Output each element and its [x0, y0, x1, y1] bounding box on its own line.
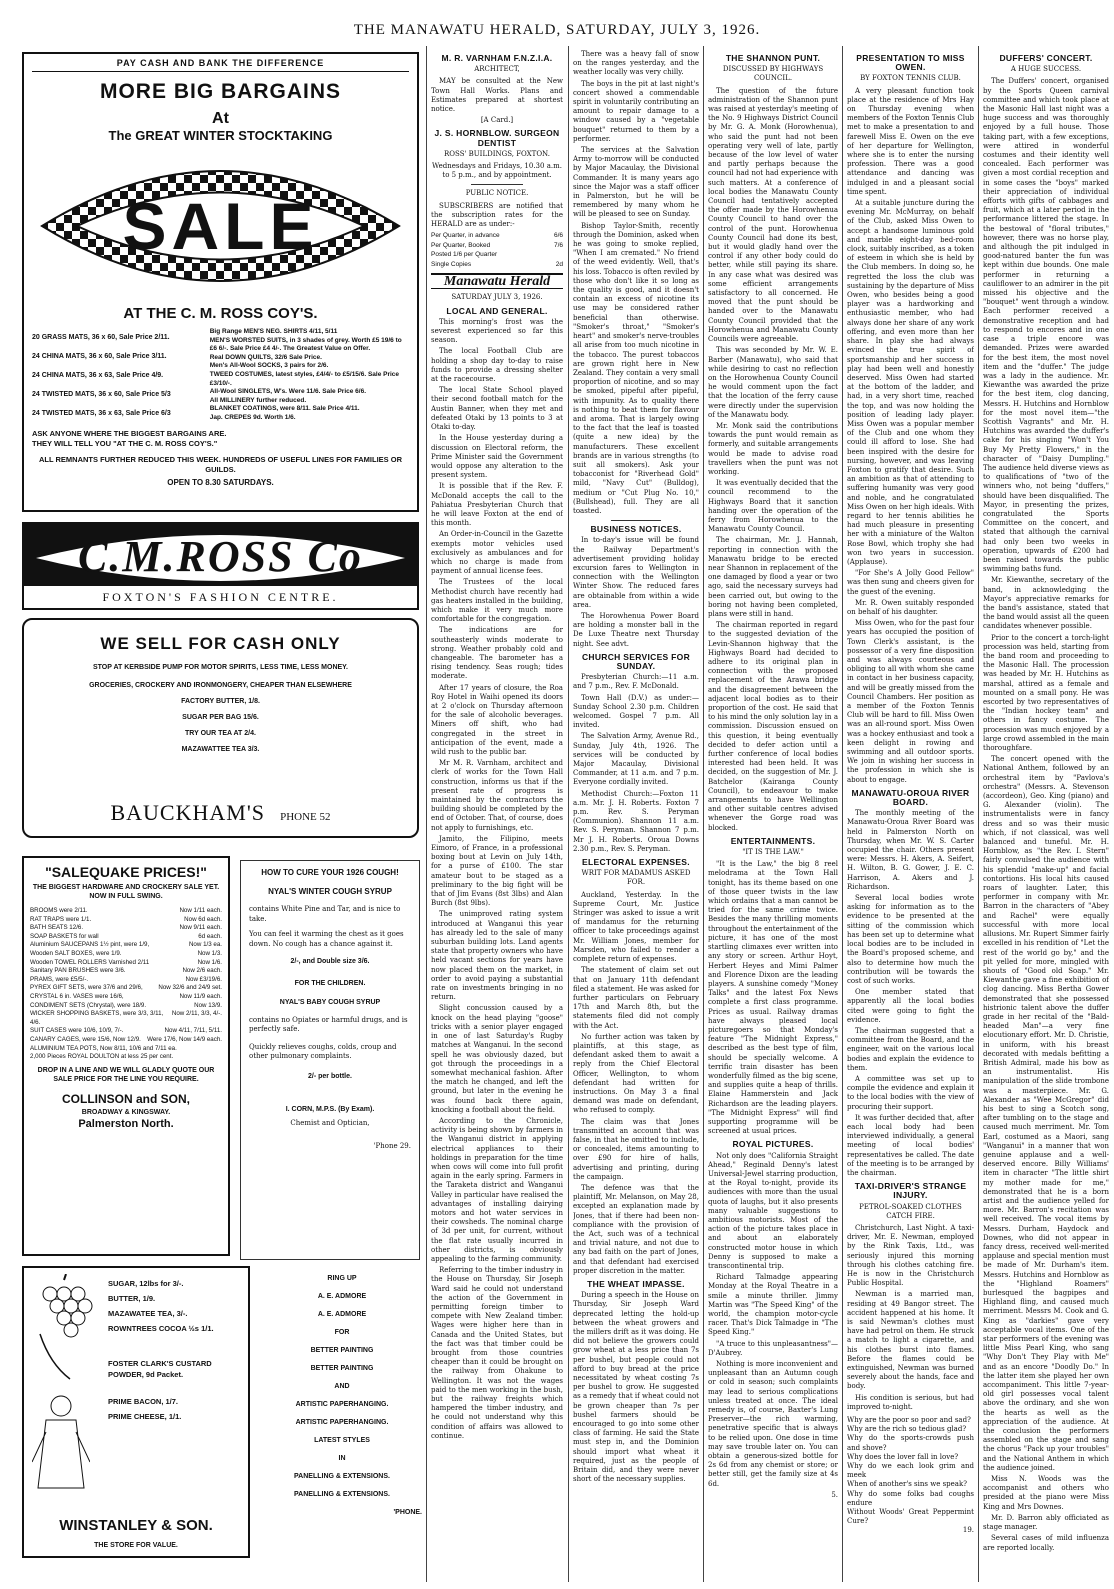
item-name: WICKER SHOPPING BASKETS, were 3/3, 3/11, 4/6. — [30, 1010, 164, 1026]
paragraph: The statement of claim set out that on January 11th defendant filed a statement. He was asked for further particulars on February 17th and March 8th, but the statements filed did not comply with the Act. — [573, 966, 699, 1030]
list-item — [30, 950, 222, 959]
chemist-name: I. CORN, M.P.S. (By Exam). — [285, 1106, 375, 1113]
list-item: 20 GRASS MATS, 36 x 60, Sale Price 2/11. — [32, 334, 170, 341]
paragraph: According to the Chronicle, activity is being shown by farmers in the Wanganui district in applying electrical appliances to their holdings in preparation for the time when cows will come into full profit again in the early spring. Farmers in the Taraketa district and Wanganui Valley in particular have realised the advantages of installing dairying motors and hot water services in their cowsheds. The nominal charge of 3d per unit, for current, without the flat rate usually incurred in other districts, is obviously appealing to the farming community. — [431, 1116, 563, 1263]
paragraph: "A truce to this unpleasantness"—D'Aubrey. — [708, 1339, 838, 1357]
issue-date: SATURDAY JULY 3, 1926. — [451, 293, 543, 302]
duffers-sub: A HUGE SUCCESS. — [1010, 65, 1082, 74]
paragraph: The boys in the pit at last night's concert showed a commendable spirit in voluntarily contributing an amount to repair damage to a window caused by a "vegetable bouquet" returned to them by a performer. — [573, 79, 699, 143]
board-paragraphs — [847, 809, 974, 1178]
list-item — [30, 941, 222, 950]
item-price: Now 1/6. — [197, 958, 222, 966]
varnham-name: M. R. VARNHAM F.N.Z.I.A. — [441, 53, 553, 63]
list-item — [30, 1010, 222, 1027]
paper-name: Manawatu Herald — [431, 273, 563, 289]
list-item: FOSTER CLARK'S CUSTARD POWDER, 9d Packet. — [108, 1359, 212, 1379]
paragraph: Jamito, the Filipino, meets Eimoro, of France, in a professional boxing bout at Levin on July 14th, for a purse of £100. The star amateur bout to be staged as a preliminary to the big fight will be that of Jim Evans (8st 3lbs) and Alan Burch (8st 9lbs). — [431, 834, 563, 908]
paragraph: His condition is serious, but had improved to-night. — [847, 1393, 974, 1411]
chemist-phone: 'Phone 29. — [373, 1142, 411, 1150]
paragraph: Richard Talmadge appearing Monday at the Royal Theatre in a smile a minute thriller. Jimmy Martin was "The Speed King" of the world, the champion motor-cycle racer. That's Dick Talmadge in "The Speed King." — [708, 1273, 838, 1337]
admore-line: PANELLING & EXTENSIONS. — [294, 1473, 390, 1480]
rate-row — [431, 250, 563, 260]
item-price: Now 1/3 ea. — [188, 941, 222, 949]
cash-line: GROCERIES, CROCKERY AND IRONMONGERY, CHEAPER THAN ELSEWHERE — [89, 682, 352, 689]
paragraph: After 17 years of closure, the Roa Roy Hotel in Waihi opened its doors at 2 o'clock on Thursday afternoon for the sale of alcoholic beverages. Miners off shift, who had congregated in the street in anticipation of the event, made a wild rush to the public bar. — [431, 683, 563, 756]
item-price: Were 17/6, Now 14/9 each. — [147, 1035, 222, 1043]
item-name: Sanitary PAN BRUSHES were 3/6. — [30, 967, 126, 975]
list-item: BLANKET COATINGS, were 8/11. Sale Price 4/11. — [209, 405, 360, 413]
list-item — [30, 916, 222, 925]
paragraph: Mr. D. Barron ably officiated as stage manager. — [983, 1513, 1109, 1532]
ad-event: The GREAT WINTER STOCKTAKING — [108, 128, 333, 143]
cough-product: NYAL'S WINTER COUGH SYRUP — [268, 887, 392, 896]
item-price: Now £3/19/6. — [185, 975, 222, 983]
paragraph: No further action was taken by plaintiffs, at this stage, as defendant asked them to await a reply from the Chief Electoral Officer, Wellington, to whom defendant had written for instructions. On May 3 a final demand was made on defendant, who refused to comply. — [573, 1032, 699, 1115]
paragraph: The defence was that the plaintiff, Mr. Melanson, on May 28, excepted an explanation made by Jones, that if there had been non-compliance with the provision of the Act, such was of a technical and trivial nature, and not due to any bad faith on the part of Jones, and that defendant had exercised proper discretion in the matter. — [573, 1183, 699, 1275]
figure-illustration — [32, 1392, 90, 1492]
electoral-expenses: ELECTORAL EXPENSES. — [582, 857, 690, 868]
punt-sub: DISCUSSED BY HIGHWAYS COUNCIL. — [722, 65, 824, 83]
column-rule — [978, 46, 979, 1582]
admore-line: BETTER PAINTING — [310, 1365, 374, 1372]
remnants: ALL REMNANTS FURTHER REDUCED THIS WEEK. HUNDREDS OF USEFUL LINES FOR FAMILIES OR GUILDS. — [38, 455, 403, 474]
column-rule — [426, 46, 427, 1582]
separator — [471, 184, 524, 185]
item-name: SUIT CASES were 10/6, 10/9, 7/-. — [30, 1027, 124, 1035]
winstanley-name: WINSTANLEY & SON. — [59, 1517, 213, 1534]
admore-line: AND — [334, 1383, 350, 1390]
list-item — [30, 1036, 222, 1045]
admore-line: A. E. ADMORE — [317, 1293, 367, 1300]
list-item — [30, 967, 222, 976]
column-5 — [708, 50, 838, 1580]
paragraph: The question of the future administration of the Shannon punt was raised at yesterday's meeting of the No. 9 Highways District Council by Mr. G. A. Monk (Horowhenua), who said the punt had not been operating very well of late, partly because of the low level of water and partly perhaps because the council had not had experience with such matters. At a conference of local bodies the Manawatu County Council had tentatively accepted the offer made by the Horowhenua County Council to hand over the control of the punt. Horowhenua County Council had done its best, but it would gladly hand over the control if any other body could do better, while still paying its share. In any case what was desired was some efficient arrangements satisfactory to all concerned. He moved that the punt should be handed over to the Manawatu County Council provided that the Horowhenua and Manawatu County Councils were agreeable. — [708, 86, 838, 344]
paragraph: The Salvation Army, Avenue Rd., Sunday, July 4th, 1926. The services will be conducted by Major Macaulay, Divisional Commander, at 11 a.m. and 7 p.m. Everyone cordially invited. — [573, 732, 699, 787]
item-price: Now 1/3. — [197, 949, 222, 957]
entertainments: ENTERTAINMENTS. — [730, 835, 816, 846]
local-general: LOCAL AND GENERAL. — [446, 305, 548, 316]
paragraph: An Order-in-Council in the Gazette exempts motor vehicles used exclusively as ambulances and for which no charge is made from payment of annual license fees. — [431, 530, 563, 576]
admore-line: A. E. ADMORE — [317, 1311, 367, 1318]
drop-line: DROP IN A LINE AND WE WILL GLADLY QUOTE OUR SALE PRICE FOR THE LINE YOU REQUIRE. — [37, 1066, 215, 1083]
list-item: 24 TWISTED MATS, 36 x 60, Sale Price 5/3 — [32, 391, 171, 398]
item-name: CRYSTAL 6 in. VASES were 16/6, — [30, 992, 124, 1000]
rate-label: Per Quarter, in advance — [431, 232, 500, 240]
business-notices: BUSINESS NOTICES. — [590, 524, 682, 535]
dentist-address: ROSS' BUILDINGS, FOXTON. — [444, 149, 550, 158]
paragraph: Mr. Kiewanthe, secretary of the band, in acknowledging the Mayor's appreciative remarks for the band's assistance, stated that the band would assist all the queen candidates whenever possible. — [983, 576, 1109, 631]
paragraph: Presbyterian Church:—11 a.m. and 7 p.m., Rev. F. McDonald. — [573, 673, 699, 691]
dentist-name: J. S. HORNBLOW. SURGEON DENTIST — [434, 128, 560, 148]
list-item — [30, 959, 222, 968]
paragraph: This morning's frost was the severest experienced so far this season. — [431, 317, 563, 345]
list-item: MEN'S WORSTED SUITS, in 3 shades of grey. Worth £5 19/6 to £6 6/-. Sale Price £4 4/-. The Greatest Value on Offer. — [209, 336, 402, 353]
paragraph: The Trustees of the local Methodist church have recently had gas heaters installed in the building, which make it very much more comfortable for the congregation. — [431, 578, 563, 624]
paragraph: There was a heavy fall of snow on the ranges yesterday, and the weather locally was very chilly. — [573, 50, 699, 77]
column-7 — [983, 50, 1109, 1580]
cash-headline: WE SELL FOR CASH ONLY — [100, 634, 341, 653]
rate-row — [431, 260, 563, 270]
item-price: Now 6d each. — [184, 915, 222, 923]
winstanley-tag: THE STORE FOR VALUE. — [94, 1542, 178, 1549]
list-item: 24 TWISTED MATS, 36 x 63, Sale Price 6/3 — [32, 410, 171, 417]
list-item: PRIME CHEESE, 1/1. — [108, 1412, 182, 1421]
paragraph: During a speech in the House on Thursday, Sir Joseph Ward deprecated letting the hold-up between the wheat growers and the millers drift as it was doing. He did not believe the growers could grow wheat at a less price than 7s per bushel, but people could not afford to buy bread at the price necessitated by wheat costing 7s per bushel to grow. He suggested as a remedy that if wheat could not be grown cheaper than 7s per bushel farmers should be encouraged to go into some other class of farming. He said the State must step in, and the Dominion should import what wheat it required, just as the people of Britain did, and they were never short of the necessary supplies. — [573, 1291, 699, 1484]
paragraph: Not only does "California Straight Ahead," Reginald Denny's latest Universal-Jewel starring production, at the Royal to-night, provide its audiences with more than the usual quota of laughs, but it also presents many valuable suggestions to ambitious motorists. Most of the action of the picture takes place in and about an elaborately constructed motor house in which Denny is supposed to make a transcontinental trip. — [708, 1151, 838, 1270]
paragraph: It was further decided that, after each local body had been interviewed individually, a general meeting of local bodies' representatives be called. The date of the meeting is to be arranged by the chairman. — [847, 1113, 974, 1177]
chemist-role: Chemist and Optician, — [290, 1118, 370, 1127]
item-name: BATH SEATS 12/6. — [30, 924, 84, 932]
ask-anyone: ASK ANYONE WHERE THE BIGGEST BARGAINS ARE. THEY WILL TELL YOU "AT THE C. M. ROSS COY'S." — [32, 429, 227, 448]
cough-children: FOR THE CHILDREN. — [294, 979, 366, 987]
paragraph: A committee was set up to compile the evidence and explain it to the local bodies with the view of procuring their support. — [847, 1074, 974, 1111]
collinson-town: Palmerston North. — [78, 1117, 174, 1130]
list-item — [30, 976, 222, 985]
paragraph: Christchurch, Last Night. A taxi-driver, Mr. E. Newman, employed by the Rink Taxis, Ltd., was seriously injured this morning through his clothes catching fire. He is now in the Christchurch Public Hospital. — [847, 1223, 974, 1288]
ent-paragraphs — [708, 860, 838, 1136]
church-services: CHURCH SERVICES FOR SUNDAY. — [581, 651, 691, 671]
ad-at: At — [212, 110, 229, 127]
item-price: Now 32/6 and 24/9 set. — [158, 984, 222, 992]
paragraph: Town Hall (D.V.) as under:—Sunday School 2.30 p.m. Children welcomed. Gospel 7 p.m. All invited. — [573, 693, 699, 730]
winstanley-ad — [22, 1266, 250, 1558]
paragraph: The Horowhenua Power Board are holding a monster ball in the De Luxe Theatre next Thursday night. See advt. — [573, 611, 699, 648]
bauckham-ad — [22, 618, 419, 838]
list-item: All-Wool SINGLETS, W's. Were 11/6. Sale Price 6/6. — [209, 388, 367, 396]
rate-label: Single Copies — [431, 260, 472, 268]
paragraph: The monthly meeting of the Manawatu-Oroua River Board was held in Palmerston North on Thursday, when Mr. W. S. Carter occupied the chair. Others present were: Messrs. H. Akers, A. Seifert, H. Wilton, B. G. Gower, J. E. C. Harrison, A. Akers and J. Richardson. — [847, 809, 974, 891]
list-item: All MILLINERY further reduced. — [209, 396, 307, 404]
item-name: Wooden SALT BOXES, were 1/9. — [30, 949, 122, 957]
item-name: PRAMS, were £5/5/-. — [30, 975, 89, 983]
cough-price2: 2/- per bottle. — [308, 1072, 352, 1080]
ross-price-lists — [32, 328, 409, 423]
cough-body3: contains no Opiates or harmful drugs, and is perfectly safe. — [249, 1015, 408, 1033]
list-item — [30, 984, 222, 993]
item-price: Now 9/11 each. — [179, 924, 222, 932]
notice-body: SUBSCRIBERS are notified that the subscription rates for the HERALD are as under:- — [431, 201, 563, 229]
masthead: THE MANAWATU HERALD, SATURDAY, JULY 3, 1926. — [353, 22, 761, 38]
verse-line: Why does the lover fall in love? — [847, 1452, 959, 1461]
varnham-role: ARCHITECT, — [474, 65, 520, 74]
item-name: ALUMINIUM TEA POTS, Now 8/11, 10/6 and 7/11 ea. — [30, 1044, 177, 1052]
paragraph: The unimproved rating system introduced at Wanganui this year has already led to the sale of many suburban building lots. Land agents state that property owners who have held vacant sections for years have now placed them on the market, in order to avoid paying a substantial rate on investments bringing in no return. — [431, 910, 563, 1002]
item-price: Now 2/6 each. — [182, 967, 222, 975]
column-rule — [842, 46, 843, 1582]
item-price: Now 2/11, 3/3, 4/-. — [171, 1010, 222, 1018]
local-paragraphs — [431, 318, 563, 1441]
item-name: 2,000 Pieces ROYAL DOULTON at less 25 per cent. — [30, 1053, 174, 1061]
presentation-paragraphs — [847, 87, 974, 785]
paragraph: In the House yesterday during a discussion on Electoral reform, the Prime Minister said the Government would oppose any alteration to the present system. — [431, 434, 563, 480]
rates-table — [431, 231, 563, 269]
list-item — [30, 924, 222, 933]
cash-line: SUGAR PER BAG 15/6. — [182, 714, 259, 721]
column-4 — [573, 50, 699, 1580]
paragraph: It is possible that if the Rev. F. McDonald accepts the call to the Pahiatua Presbyterian Church that he will leave Foxton at the end of this month. — [431, 482, 563, 528]
paragraph: Referring to the timber industry in the House on Thursday, Sir Joseph Ward said he could not understand the action of the Government in permitting foreign timber to compete with New Zealand timber. Wages were higher here than in Canada and the United States, but the fact was that timber could be brought from those countries cheaper than it could be brought on the railway from Ohakune to Wellington. It was not the wages paid to the men working in the bush, but the railway freights which hampered the timber industry, and he could not understand why this condition of affairs was allowed to continue. — [431, 1266, 563, 1440]
paragraph: The Duffers' concert, organised by the Sports Queen carnival committee and which took place at the Masonic Hall last night was a huge success and was thoroughly enjoyed by a full house. Those taking part, with a few exceptions, were attired in wonderful costumes and their identity well concealed. Each performer was given a most cordial reception and in some cases the "boys" marked their appreciation of individual efforts with gifts of cabbages and fruit, which at a later period in the performance littered the stage. In the bestowal of "floral tributes," however, there was no horse play, and although the pit indulged in good-natured banter the fun was kept within due bounds. One male performer in returning a cauliflower to an admirer in the pit missed his objective and the "bouquet" went through a window. Each performer received a demonstrative reception and had to respond to encores and in one case a triple encore was demanded. Prizes were awarded for the best item, the most novel item and the "duffer." The judge was a lady in the audience. Mr. Kiewanthe was awarded the prize for the best item, clog dancing, Messrs. H. Hutchins and Hornblow for the most novel item—"the Scottish Vagrants" and Mr. H. Hutchins was awarded the duffer's cake for his singing "Won't You Buy My Pretty Flowers," in the character of "Daisy Dumpling." The audience held diverse views as to qualifications of "two of the winners who, not being "duffers," should have been disqualified. The Mayor, in presenting the prizes, congratulated the Sports Committee on the concert, and stated that although the carnival had only been two weeks in operation, upwards of £200 had been raised towards the public swimming baths fund. — [983, 77, 1109, 574]
list-item — [30, 1002, 222, 1011]
list-item: Men's All-Wool SOCKS, 3 pairs for 2/6. — [209, 362, 329, 370]
paragraph: Nothing is more inconvenient and unpleasant than an Autumn cough or cold in season; such complaints may lead to serious complications unless treated at once. The ideal remedy is, of course, Baxter's Lung Preserver—the rich warming, penetrative specific that is always to be relied upon. One dose in time may save trouble later on. You can obtain a generous-sized bottle for 2s 6d from any chemist or store; or better still, get the family size at 4s 6d. — [708, 1360, 838, 1488]
column-mark: 19. — [962, 1526, 974, 1535]
verse-line: Why do some folks bad coughs endure — [847, 1489, 974, 1507]
banner-tag: FOXTON'S FASHION CENTRE. — [24, 586, 417, 608]
ross-banner — [22, 522, 419, 610]
verse-line: Why do the sports-crowds push and shove? — [847, 1434, 974, 1452]
presentation-sub: BY FOXTON TENNIS CLUB. — [860, 74, 961, 83]
column-mark: 5. — [831, 1490, 838, 1499]
admore-line: LATEST STYLES — [314, 1437, 370, 1444]
list-item — [30, 993, 222, 1002]
item-name: Aluminium SAUCEPANS 1½ pint, were 1/9, — [30, 941, 150, 949]
paragraph: Bishop Taylor-Smith, recently through the Dominion, asked when he was going to smoke replied, "When I am cremated." No friend of the weed evidently. Well, that's his loss. Tobacco is often reviled by those who don't like it so long as the quality is good, and it doesn't contain an excess of nicotine its use may be considered rather beneficial than otherwise. "Smoker's throat," "Smoker's heart" and smoker's nerve-troubles all arise from too much nicotine in the tobacco. The purest tobaccos are grown right here in New Zealand. They contain a very small proportion of nicotine, and so may be smoked, pipeful after pipeful, with impunity. As to quality there is nothing to beat them for flavour and aroma. That is largely owing to the fact that the leaf is toasted (quite a new idea) by the manufacturers. These excellent brands are in various strengths (to suit all smokers). Ask your tobacconist for "Riverhead Gold" mild, "Navy Cut" (Bulldog), medium or "Cut Plug No. 10," (Bullshead), full. They are all toasted. — [573, 221, 699, 515]
admore-line: BETTER PAINTING — [310, 1347, 374, 1354]
list-item: 24 CHINA MATS, 36 x 63, Sale Price 4/9. — [32, 372, 164, 379]
varnham-body: MAY be consulted at the New Town Hall Works. Plans and Estimates prepared at shortest notice. — [431, 77, 563, 114]
column-rule — [703, 46, 704, 1582]
paragraph: Prior to the concert a torch-light procession was held, starting from the band room and proceeding to the Masonic Hall. The procession was headed by Mr. H. Hutchins as marshal, attired as a female and mounted on a small pony. He was escorted by two representatives of the "Indian hockey team" and others in fancy costume. The procession was much enjoyed by a large crowd assembled in the main thoroughfare. — [983, 633, 1109, 753]
grapes-illustration — [30, 1274, 94, 1384]
list-item: Jap. CREPES 9d. Worth 1/6. — [209, 413, 296, 421]
bauckham-phone: PHONE 52 — [280, 811, 331, 823]
rate-value: 7/6 — [553, 241, 563, 249]
rate-label: Per Quarter, Booked — [431, 241, 491, 249]
paragraph: Auckland, Yesterday. In the Supreme Court, Mr. Justice Stringer was asked to issue a writ of mandamus for the returning officer to take proceedings against Mr. William Jones, member for Marsden, who failed to render a complete return of expenses. — [573, 890, 699, 964]
taxi-title: TAXI-DRIVER'S STRANGE INJURY. — [854, 1181, 967, 1201]
ad-headline: MORE BIG BARGAINS — [99, 80, 341, 103]
ad-tagline: PAY CASH AND BANK THE DIFFERENCE — [32, 58, 409, 72]
list-item: 24 CHINA MATS, 36 x 60, Sale Price 3/11. — [32, 353, 167, 360]
admore-line: ARTISTIC PAPERHANGING. — [295, 1401, 389, 1408]
cash-line: TRY OUR TEA AT 2/4. — [185, 730, 256, 737]
cough-title: HOW TO CURE YOUR 1926 COUGH! — [261, 868, 399, 877]
taxi-sub: PETROL-SOAKED CLOTHES CATCH FIRE. — [859, 1202, 962, 1220]
item-price: Now 1/11 each. — [179, 907, 222, 914]
list-item — [30, 1053, 222, 1062]
bauckham-name: BAUCKHAM'S — [110, 800, 266, 825]
punt-paragraphs — [708, 87, 838, 833]
presentation-title: PRESENTATION TO MISS OWEN. — [856, 53, 965, 73]
open-hours: OPEN TO 8.30 SATURDAYS. — [167, 478, 274, 487]
public-notice: PUBLIC NOTICE. — [465, 189, 529, 198]
ent-sub: "IT IS THE LAW." — [742, 848, 804, 857]
business-paragraphs — [573, 536, 699, 648]
separator — [611, 520, 661, 521]
verse-line: Why are the rich so tedious glad? — [847, 1425, 967, 1434]
cough-body2: You can feel it warming the chest as it goes down. No cough has a chance against it. — [249, 930, 404, 948]
list-item — [30, 907, 222, 916]
paragraph: The claim was that Jones transmitted an account that was false, in that he omitted to include, or concealed, items amounting to over £90 for hire of halls, advertising and printing, during the campaign. — [573, 1117, 699, 1181]
admore-line: RING UP — [327, 1275, 357, 1282]
card-label: [A Card.] — [480, 116, 514, 125]
duffers-title: DUFFERS' CONCERT. — [999, 53, 1093, 63]
cough-ad — [240, 860, 420, 1260]
ross-sale-ad — [22, 52, 419, 512]
column-6 — [847, 50, 974, 1580]
item-price: Now 4/11, 7/11, 5/11. — [164, 1027, 222, 1035]
cough-baby: NYAL'S BABY COUGH SYRUP — [279, 999, 381, 1006]
banner-name: C.M.ROSS Co — [78, 532, 363, 581]
church-paragraphs — [573, 673, 699, 854]
cough-body: contains White Pine and Tar, and is nice to take. — [249, 905, 401, 923]
column-3 — [431, 50, 563, 1580]
bauckham-name-row — [24, 800, 417, 826]
store-name: AT THE C. M. ROSS COY'S. — [123, 305, 318, 322]
paragraph: Methodist Church:—Foxton 11 a.m. Mr. J. H. Roberts. Foxton 7 p.m. Rev. S. Peryman (Communion). Shannon 11 a.m. Rev. S. Peryman. Shannon 7 p.m. Mr J. H. Roberts. Oroua Downs 2.30 p.m., Rev. S. Peryman. — [573, 789, 699, 853]
item-name: SOAP BASKETS for wall — [30, 932, 99, 940]
electoral-paragraphs — [573, 891, 699, 1276]
item-name: RAT TRAPS were 1/1. — [30, 915, 92, 923]
ross-left-list — [32, 328, 202, 423]
paragraph: Several local bodies wrote asking for information as to the evidence to be presented at the sitting of the commission which has been set up to determine what local bodies are to be included in the Board's proposed scheme, and also to determine how much the contribution will be towards the cost of such works. — [847, 894, 974, 985]
paragraph: The local Football Club are holding a shop day to-day to raise funds to provide a dressing shelter at the racecourse. — [431, 347, 563, 384]
item-name: CONDIMENT SETS (Chrystal), were 18/9. — [30, 1001, 147, 1009]
paragraph: It was eventually decided that the council recommend to the Highways Board that it sanction handing over the operation of the ferry from Horowhenua to the Manawatu County Council. — [708, 479, 838, 534]
dentist-hours: Wednesdays and Fridays, 10.30 a.m. to 5 p.m., and by appointment. — [432, 162, 562, 180]
paragraph: In to-day's issue will be found the Railway Department's advertisement providing holiday excursion fares to Wellington in connection with the Wellington Winter Show. The reduced fares are obtainable from within a wide area. — [573, 536, 699, 609]
rate-value: 2d — [555, 260, 563, 268]
wheat-impasse: THE WHEAT IMPASSE. — [587, 1279, 685, 1289]
list-item — [30, 933, 222, 942]
admore-line: IN — [338, 1455, 346, 1462]
collinson-list — [30, 907, 222, 1062]
cash-line: MAZAWATTEE TEA 3/3. — [181, 746, 260, 753]
cash-line: FACTORY BUTTER, 1/8. — [181, 698, 260, 705]
paragraph: At a suitable juncture during the evening Mr. McMurray, on behalf of the Club, asked Miss Owen to accept a handsome luminous gold and marble eight-day bed-room clock, suitably inscribed, as a token of esteem in which she is held by the Club members. In doing so, he regretted the loss the club was sustaining by the departure of Miss Owen, who besides being a good player was a hardworking and enthusiastic member, who had always done her share of any work offering, and even more than her share. In play she had always evinced the true spirit of sportsmanship and her success in play had been well and honestly deserved. Miss Owen had started at the bottom of the ladder, and had, in a very short time, reached the top, and was now holding the position of leading lady player. Miss Owen was a popular member of the Club and one whom they could ill afford to lose. She had been inspired with the desire for nursing, however, and was leaving Foxton to gratify that desire. Such an ambition as that of attending to suffering humanity was very good and noble, and he congratulated Miss Owen on her high ideals. With regard to her tennis abilities he had much pleasure in presenting her with a miniature of the Walton Rose Bowl, which trophy she had won two years in succession. (Applause). — [847, 199, 974, 566]
verse-line: Why do we each look grim and meek — [847, 1462, 974, 1480]
paragraph: A very pleasant function took place at the residence of Mrs Hay on Thursday evening when members of the Foxton Tennis Club met to make a presentation to and farewell Miss E. Owen on the eve of her departure for Wellington, where she is to enter the nursing profession. There was a good attendance and dancing was indulged in and a pleasant social time spent. — [847, 86, 974, 196]
verse-line: When of another's sins we speak? — [847, 1480, 967, 1489]
item-name: CANARY CAGES, were 15/6, Now 12/9. — [30, 1035, 141, 1043]
paragraph: "It is the Law," the big 8 reel melodrama at the Town Hall tonight, has its theme based on one of those queer twists in the law which ordains that a man cannot be tried for the same crime twice. Besides the many thrilling moments throughout the entertainment of the picture, it has one of the most startling climaxes ever written into any story or screen. Arthur Hoyt, Herbert Heyes and Mimi Palmer and Florence Dixon are the leading players. A sunshine comedy "Money Talks" and the latest Fox News complete a first class programme. Prices as usual. Railway dramas have always pleased local picturegoers so that Monday's feature "The Midnight Express," described as the best type of film, should be specially welcome. A terrific train disaster has been wonderfully filmed as the big scene, and supplies quite a heap of thrills. Elaine Hammerstein and Jack Richardson are the leading players. "The Midnight Express" will find supporting programme will be screened at usual prices. — [708, 860, 838, 1136]
paragraph: Miss N. Woods was the accompanist and others who presided at the piano were Miss King and Mrs Downes. — [983, 1475, 1109, 1511]
paragraph: One member stated that apparently all the local bodies cited were going to fight the evidence. — [847, 988, 974, 1024]
paragraph: Miss Owen, who for the past four years has occupied the position of Town Clerk's assistant, is the possessor of a very fine disposition and was always courteous and obliging to all with whom she came in contact in her business capacity, and will be greatly missed from the Council Chambers. Her position as a member of the Foxton Tennis Club will be hard to fill. Miss Owen was an all-round sport. Miss Owen was a hockey enthusiast and took a keen delight in rowing and swimming and all outdoor sports. We join in wishing her success in the profession in which she is about to engage. — [847, 619, 974, 784]
winstanley-list — [108, 1276, 240, 1424]
paragraph: Newman is a married man, residing at 49 Bangor street. The accident happened at his home. It is said Newman's clothes must have had petrol on them. He struck a match to light a cigarette, and his clothes burst into flames. Before the flames could be extinguished, Newman was burned severely about the hands, face and body. — [847, 1290, 974, 1391]
paragraph: Slight concussion caused by a knock on the head playing "goose" tricks with a senior player engaged in one of last Saturday's Rugby matches at Wanganui. In the second spell he was obviously dazed, but got through the proceedings in a somewhat mechanical fashion. After the match he changed, and left the ground, but later in the evening he was found back there again, knocking a football about the field. — [431, 1004, 563, 1114]
admore-ad — [262, 1270, 422, 1560]
item-price: 6d each. — [198, 932, 222, 940]
paragraph: The services at the Salvation Army to-morrow will be conducted by Major Macaulay, the Divisional Commander. It is many years ago since the Major was a staff officer in Palmerston, but he will be remembered by many whom he will be pleased to see on Sunday. — [573, 146, 699, 219]
rate-row — [431, 231, 563, 241]
electoral-sub: WRIT FOR MADAMUS ASKED FOR. — [581, 869, 691, 887]
collinson-name: COLLINSON and SON, — [61, 1091, 190, 1106]
list-item: SUGAR, 12lbs for 3/-. — [108, 1279, 184, 1288]
taxi-paragraphs — [847, 1224, 974, 1412]
list-item — [30, 1027, 222, 1036]
ross-right-list — [210, 328, 409, 423]
collinson-ad — [22, 856, 230, 1256]
paragraph: Mr. Monk said the contributions towards the punt would remain as formerly, and suitable arrangements would be made to advise road travellers when the punt was not working. — [708, 421, 838, 476]
column-4-paragraphs — [573, 50, 699, 516]
rate-row — [431, 241, 563, 251]
verse-line: Without Woods' Great Peppermint Cure? — [847, 1508, 974, 1526]
paragraph: The chairman suggested that a committee from the Board, and the engineer, wait on the various local bodies and explain the evidence to them. — [847, 1026, 974, 1072]
admore-line: 'PHONE. — [393, 1509, 422, 1516]
list-item: PRIME BACON, 1/7. — [108, 1397, 179, 1406]
item-name: PYREX GIFT SETS, were 37/6 and 29/6, — [30, 984, 143, 992]
verse-line: Why are the poor so poor and sad? — [847, 1416, 971, 1425]
list-item: Real DOWN QUILTS, 32/6 Sale Price. — [209, 353, 322, 361]
paragraph: Several cases of mild influenza are reported locally. — [983, 1534, 1109, 1552]
cash-line: STOP AT KERBSIDE PUMP FOR MOTOR SPIRITS, LESS TIME, LESS MONEY. — [92, 664, 349, 671]
paragraph: This was seconded by Mr. W. E. Barber (Manawatu), who said that while desiring to cast no reflection on the Horowhenua County Council he would comment upon the fact that the location of the ferry cause were directly under the supervision of the Manawatu body. — [708, 346, 838, 419]
item-price: Now 11/9 each. — [179, 992, 222, 1000]
admore-line: FOR — [334, 1329, 350, 1336]
rate-value: 6/6 — [553, 232, 563, 240]
shannon-punt: THE SHANNON PUNT. — [725, 53, 821, 63]
item-name: BROOMS were 2/11. — [30, 907, 88, 914]
paragraph: The chairman reported in regard to the suggested deviation of the Levin-Shannon highway that the Highways Board had decided to adhere to its original plan in connection with the proposed replacement of the Arawa bridge and the disagreement between the adjacent local bodies as to their proportion of the cost. He said that to his mind the only solution lay in a commission. Discussion ensued on this question, it being eventually decided to defer action until a further conference of local bodies interested had been held. It was decided, on the suggestion of Mr. J. Batchelor (Kairanga County Council), to endeavour to make arrangements to have Wellington and other suitable centres advised whenever the Gorge road was blocked. — [708, 621, 838, 832]
verse — [847, 1416, 974, 1526]
admore-line: ARTISTIC PAPERHANGING. — [295, 1419, 389, 1426]
paragraph: Mr M. R. Varnham, architect and clerk of works for the Town Hall construction, informs us that if the present rate of progress is maintained by the contractors the building should be completed by the end of October. That, of course, does not apply to furnishings, etc. — [431, 759, 563, 832]
paragraph: "For She's A Jolly Good Fellow" was then sung and cheers given for the guest of the evening. — [847, 569, 974, 596]
list-item: ROWNTREES COCOA ½s 1/1. — [108, 1324, 214, 1333]
list-item: Big Range MEN'S NEG. SHIRTS 4/11, 5/11 — [209, 328, 338, 335]
wheat-paragraphs — [573, 1291, 699, 1484]
paragraph: The chairman, Mr. J. Hannah, reporting in connection with the Manawatu bridge to be erected near Shannon in replacement of the one damaged by flood a year or two ago, said the necessary surveys had been carried out, but owing to the boring not having been completed, plans were still in hand. — [708, 536, 838, 618]
item-price: Now 13/9. — [194, 1001, 222, 1009]
list-item: TWEED COSTUMES, latest styles, £4/4/- to £5/15/6. Sale Price £3/10/-. — [209, 370, 400, 387]
rate-label: Posted 1/6 per Quarter — [431, 251, 498, 259]
salequake-headline: "SALEQUAKE PRICES!" — [45, 864, 207, 880]
list-item: MAZAWATEE TEA, 3/-. — [108, 1309, 188, 1318]
list-item: BUTTER, 1/9. — [108, 1294, 156, 1303]
salequake-sub: THE BIGGEST HARDWARE AND CROCKERY SALE YET. NOW IN FULL SWING. — [32, 884, 220, 900]
sale-word: SALE — [122, 189, 319, 263]
collinson-address: BROADWAY & KINGSWAY. — [81, 1108, 171, 1116]
paragraph: Mr. R. Owen suitably responded on behalf of his daughter. — [847, 598, 974, 616]
cough-body4: Quickly relieves coughs, colds, croup and other pulmonary complaints. — [249, 1042, 397, 1060]
paragraph: The concert opened with the National Anthem, followed by an orchestral item by "Pavlova's orchestra" (Messrs. A. Stevenson (accordeon), Geo. King (piano) and G. Alexander (violin). The instrumentalists were in fancy dress and so was their music which, if not classical, was well balanced and tuneful. Mr. H. Hornblow, as "the Rev. I. Stern" fairly convulsed the audience with his splendid "make-up" and facial contortions. His local hits caused roars of laughter. Later, this performer in company with Mr. Barron in the characters of "Abey and Rachel" were equally successful with more local allusions. Mr. Rupert Simmer fairly excelled in his rendition of "Let the rest of the world go by," and the pit yelled for more, mingled with shouts of "Good old Soap." Mr. Kiewanthe gave a fine exhibition of clog dancing. Miss Bertha Gower demonstrated that she possessed histrionic talent above the duffer grade in her recital of the "Bald-headed Man"—a very fine elocutionary effort. Mr. D. Christie, in uniform, with his breast decorated with medals befitting a British Admiral, made his bow as an instrumentalist. His manipulation of the slide trombone was a masterpiece. Mr. G. Alexander as "Wee McGregor" did his best to sing a Scotch song, after tumbling on to the stage and caused much merriment. Mr. Tom Earl, costumed as a Maori, sang "Wanganui" in a manner that won genuine applause and a well-deserved encore. Billy Williams' item in character "The little shirt my mother made for me," demonstrated that he is a born artist and the audience yelled for more. Mr. Barron's recitation was well received. The vocal items by Messrs. Durham, Haydock and Downes, who did not appear in fancy dress, received well-merited applause and special mention must be made of Mr. Durham's item. Messrs. Hutchins and Hornblow as the "Highland Roamers" burlesqued the bagpipes and Highland fling, and caused much merriment. Messrs M. Cook and G. King as "darkies" gave very acceptable vocal items. One of the star performers of the evening was little Miss Pearl King, who sang "Why Don't They Play with Me" and as an encore "Doodly Do." In the latter item she played her own accompaniment. This little 7-year-old girl possesses vocal talent above the ordinary, and she won the hearts as well as the appreciation of the audience. At the conclusion the performers assembled on the stage and sang the chorus "Pack up your troubles" and the National Anthem in which the audience joined. — [983, 755, 1109, 1472]
duffers-paragraphs — [983, 77, 1109, 1552]
item-name: Wooden TOWEL ROLLERS Varnished 2/11 — [30, 958, 150, 966]
sale-graphic — [32, 151, 409, 301]
paragraph: The indications are for southeasterly winds moderate to strong. Weather probably cold and changeable. The barometer has a rising tendency. Seas rough; tides moderate. — [431, 626, 563, 681]
paragraph: The local State School played their second football match for the Austin Banner, when they met and defeated Otaki by 13 points to 3 at Otaki to-day. — [431, 386, 563, 432]
cough-price: 2/-, and Double size 3/6. — [290, 958, 370, 965]
column-rule — [568, 46, 569, 1582]
royal-paragraphs — [708, 1152, 838, 1489]
river-board: MANAWATU-OROUA RIVER BOARD. — [851, 787, 970, 808]
list-item — [30, 1045, 222, 1054]
royal-pictures: ROYAL PICTURES. — [732, 1139, 814, 1150]
admore-line: PANELLING & EXTENSIONS. — [294, 1491, 390, 1498]
